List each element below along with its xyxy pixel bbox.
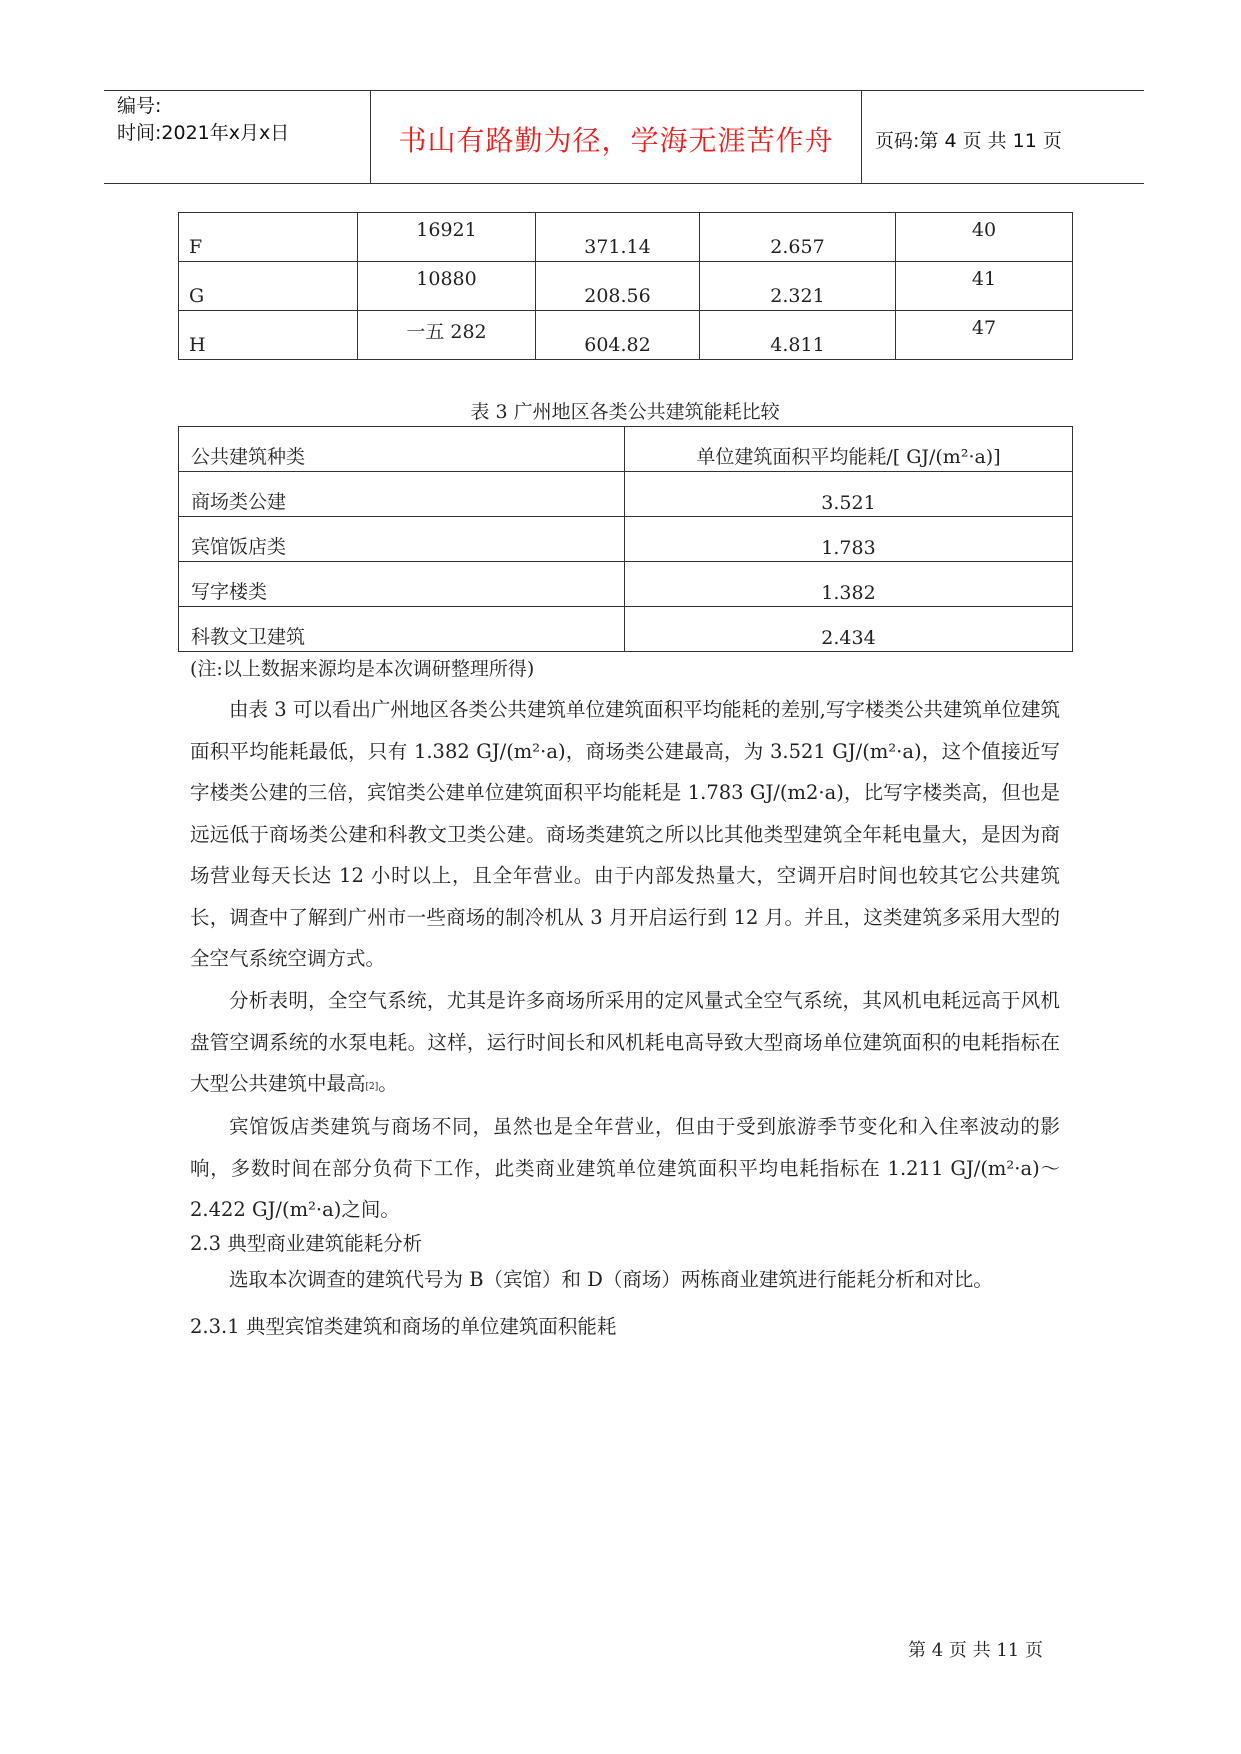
table-cell: 40 [896,213,1073,262]
table-row [179,213,1073,262]
paragraph-hotel: 宾馆饭店类建筑与商场不同，虽然也是全年营业，但由于受到旅游季节变化和入住率波动的影响，多数时间在部分负荷下工作，此类商业建筑单位建筑面积平均电耗指标在 1.211 GJ/(m²·a)～2.422 GJ/(m²·a)之间。 [190,1115,1060,1221]
table-cell: F [179,213,358,262]
table-cell: G [179,262,358,311]
table-cell: 16921 [358,213,536,262]
table-cell: 4.811 [700,311,896,360]
table-cell: 写字楼类 [179,562,625,607]
table-header-cell: 单位建筑面积平均能耗/[ GJ/(m²·a)] [625,427,1073,472]
table-cell: 1.382 [625,562,1073,607]
table-cell: 2.321 [700,262,896,311]
energy-table-continued [178,212,1073,360]
footer-page-number: 第 4 页 共 11 页 [908,1640,1043,1661]
paragraph-analysis: 由表 3 可以看出广州地区各类公共建筑单位建筑面积平均能耗的差别,写字楼类公共建筑单位建筑面积平均能耗最低，只有 1.382 GJ/(m²·a)，商场类公建最高，为 3.521 GJ/(m²·a)，这个值接近写字楼类公建的三倍，宾馆类公建单位建筑面积平均能耗是 1.783 GJ/(m2·a)，比写字楼类高，但也是远远低于商场类公建和科教文卫类公建。商场类建筑之所以比其他类型建筑全年耗电量大，是因为商场营业每天长达 12 小时以上，且全年营业。由于内部发热量大，空调开启时间也较其它公共建筑长，调查中了解到广州市一些商场的制冷机从 3 月开启运行到 12 月。并且，这类建筑多采用大型的全空气系统空调方式。 [190,698,1060,970]
table-row [179,472,1073,517]
paragraph-end: 。 [378,1072,398,1095]
table-row [179,311,1073,360]
table3-caption: 表 3 广州地区各类公共建筑能耗比较 [470,401,780,423]
table-cell: 宾馆饭店类 [179,517,625,562]
table-cell: 604.82 [536,311,700,360]
table-cell: 47 [896,311,1073,360]
table-header-row [179,427,1073,472]
header-divider-left [370,90,371,184]
table-cell: 208.56 [536,262,700,311]
data-source-note: (注:以上数据来源均是本次调研整理所得) [190,658,535,680]
table-cell: 10880 [358,262,536,311]
table-cell: H [179,311,358,360]
table-cell: 2.657 [700,213,896,262]
reference-marker[interactable]: [2] [365,1082,379,1092]
header-time-label: 时间:2021年x月x日 [117,122,290,144]
table-cell: 一五 282 [358,311,536,360]
table-cell: 3.521 [625,472,1073,517]
paragraph-selection: 选取本次调查的建筑代号为 B（宾馆）和 D（商场）两栋商业建筑进行能耗分析和对比。 [229,1268,993,1291]
header-page-label: 页码:第 4 页 共 11 页 [875,130,1062,152]
header-top-rule [104,90,1144,91]
header-motto: 书山有路勤为径，学海无涯苦作舟 [398,124,834,157]
table-cell: 2.434 [625,607,1073,652]
table-row [179,607,1073,652]
paragraph-air-system [190,980,1060,1105]
table-cell: 商场类公建 [179,472,625,517]
table-row [179,262,1073,311]
header-divider-right [861,90,862,184]
table3 [178,426,1073,652]
table-cell: 科教文卫建筑 [179,607,625,652]
table-header-cell: 公共建筑种类 [179,427,625,472]
table-cell: 41 [896,262,1073,311]
table-row [179,517,1073,562]
paragraph-text: 分析表明，全空气系统，尤其是许多商场所采用的定风量式全空气系统，其风机电耗远高于风机盘管空调系统的水泵电耗。这样，运行时间长和风机耗电高导致大型商场单位建筑面积的电耗指标在大型公共建筑中最高 [190,989,1060,1095]
header-bottom-rule [104,183,1144,184]
header-number-label: 编号: [117,95,162,117]
table-cell: 1.783 [625,517,1073,562]
section-heading-2-3-1: 2.3.1 典型宾馆类建筑和商场的单位建筑面积能耗 [190,1315,617,1338]
table-cell: 371.14 [536,213,700,262]
table-row [179,562,1073,607]
section-heading-2-3: 2.3 典型商业建筑能耗分析 [190,1232,423,1255]
